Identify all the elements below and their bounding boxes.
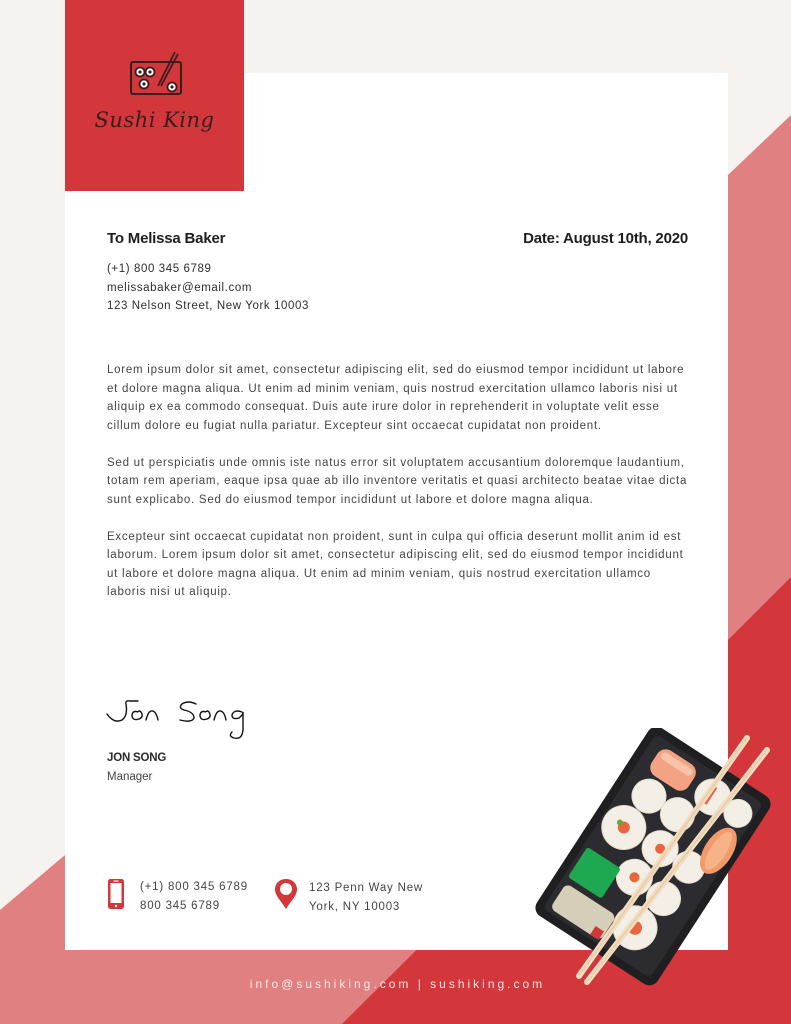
brand-name: Sushi King <box>94 108 215 132</box>
footer-phone <box>140 878 248 916</box>
footer-phone-line-1: (+1) 800 345 6789 <box>140 881 248 893</box>
footer-address-line-2: York, NY 10003 <box>309 901 401 913</box>
signer-title: Manager <box>107 771 153 783</box>
signer-name: JON SONG <box>107 752 167 764</box>
recipient-contact <box>107 260 309 316</box>
body-paragraph: Lorem ipsum dolor sit amet, consectetur adipiscing elit, sed do eiusmod tempor incididunt ut labore et dolore magna aliqua. Ut enim ad minim veniam, quis nostrud exercitation ullamco laboris nisi ut aliquip ex ea commodo consequat. Duis aute irure dolor in reprehenderit in voluptate velit esse cillum dolore eu fugiat nulla pariatur. Excepteur sint occaecat cupidatat non proident. <box>107 364 685 432</box>
recipient-heading: To Melissa Baker <box>107 230 226 247</box>
handwritten-signature <box>104 696 254 746</box>
footer-address-line-1: 123 Penn Way New <box>309 882 424 894</box>
smartphone-icon <box>107 878 125 910</box>
recipient-email: melissabaker@email.com <box>107 281 253 294</box>
footer-web-contact: info@sushiking.com | sushiking.com <box>249 977 546 991</box>
logo-block <box>65 0 244 191</box>
map-pin-icon <box>274 878 298 910</box>
footer-phone-line-2: 800 345 6789 <box>140 900 220 912</box>
letter-body <box>107 361 692 620</box>
body-paragraph: Sed ut perspiciatis unde omnis iste natus error sit voluptatem accusantium doloremque laudantium, totam rem aperiam, eaque ipsa quae ab illo inventore veritatis et quasi architecto beatae vitae dicta sunt explicabo. Sed do eiusmod tempor incididunt ut labore et dolore magna aliqua. <box>107 456 688 506</box>
recipient-address: 123 Nelson Street, New York 10003 <box>107 300 310 312</box>
recipient-phone: (+1) 800 345 6789 <box>107 263 212 275</box>
body-paragraph: Excepteur sint occaecat cupidatat non proident, sunt in culpa qui officia deserunt mollit anim id est laborum. Lorem ipsum dolor sit amet, consectetur adipiscing elit, sed do eiusmod tempor incididunt ut labore et dolore magna aliqua. Ut enim ad minim veniam, quis nostrud exercitation ullamco laboris nisi ut aliquip. <box>107 530 684 598</box>
letter-date: Date: August 10th, 2020 <box>523 230 688 247</box>
footer-address <box>309 879 423 917</box>
sushi-tray-with-chopsticks-photo <box>535 728 780 988</box>
sushi-tray-chopsticks-icon <box>128 50 182 98</box>
